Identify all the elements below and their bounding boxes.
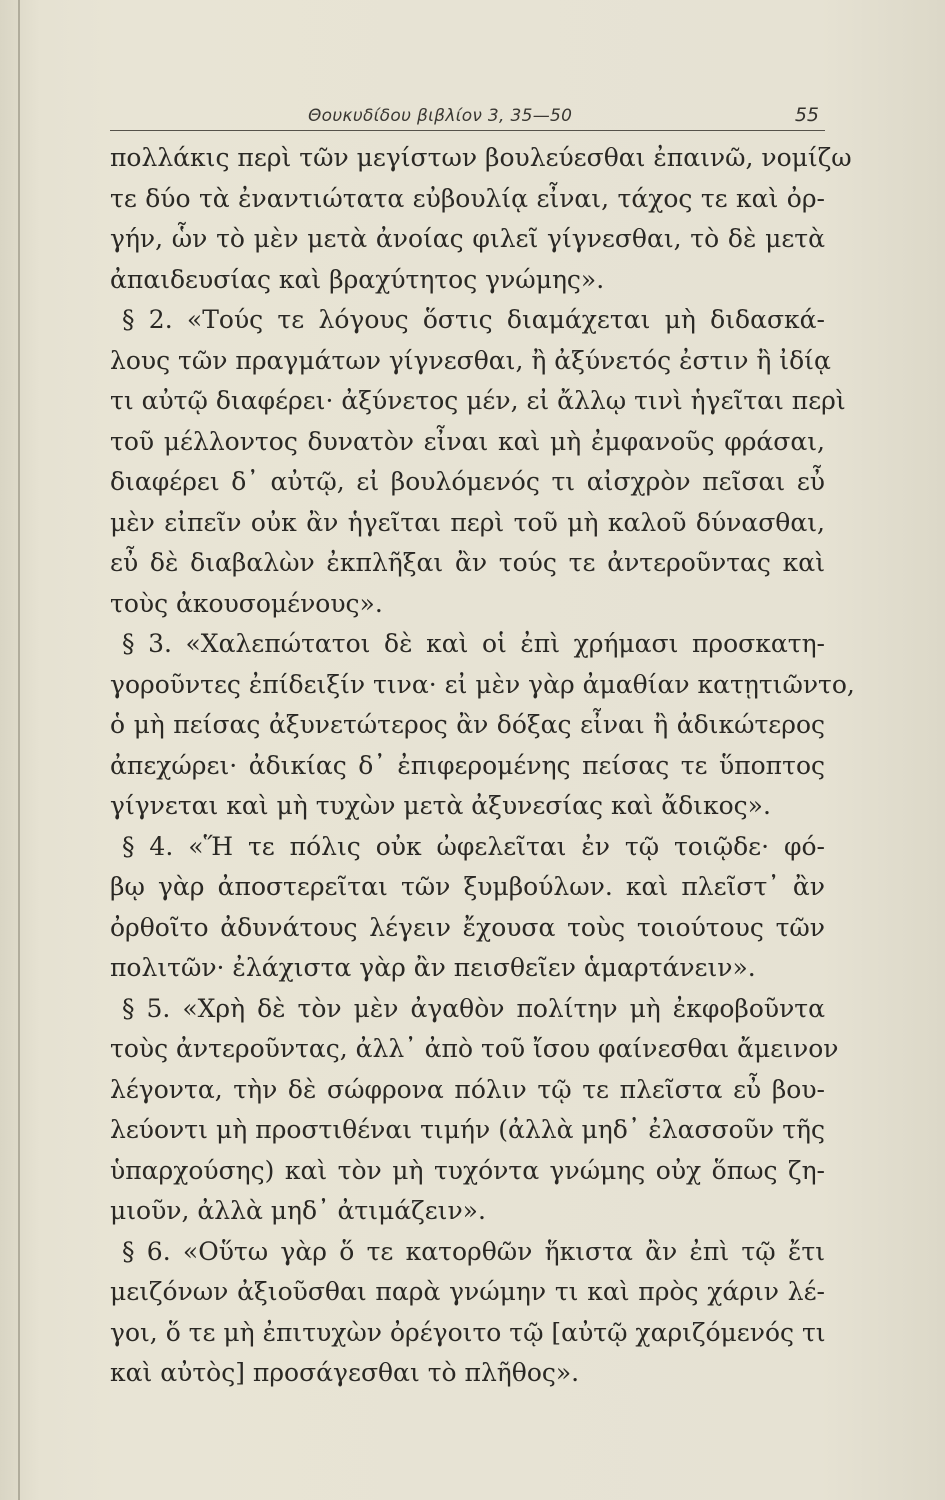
text-line: τοὺς ἀκουσομένους». [110,588,383,618]
text-line: ἀπεχώρει· ἀδικίας δ᾿ ἐπιφερομένης πείσας τε ὕποπτος [110,750,825,780]
text-line: § 2. «Τούς τε λόγους ὅστις διαμάχεται μὴ διδασκά- [122,305,825,334]
text-line: γοι, ὅ τε μὴ ἐπιτυχὼν ὀρέγοιτο τῷ [αὐτῷ χαριζόμενός τι [110,1317,826,1347]
text-line: λεύοντι μὴ προστιθέναι τιμήν (ἀλλὰ μηδ᾿ ἐλασσοῦν τῆς [110,1115,825,1144]
text-line: λέγοντα, τὴν δὲ σώφρονα πόλιν τῷ τε πλεῖστα εὖ βου- [110,1074,825,1104]
text-line: πολλάκις περὶ τῶν μεγίστων βουλεύεσθαι ἐπαινῶ, νομίζω [110,143,852,172]
text-line: μειζόνων ἀξιοῦσθαι παρὰ γνώμην τι καὶ πρὸς χάριν λέ- [110,1277,825,1306]
text-line: διαφέρει δ᾿ αὐτῷ, εἰ βουλόμενός τι αἰσχρὸν πεῖσαι εὖ [110,467,825,496]
text-line: γίγνεται καὶ μὴ τυχὼν μετὰ ἀξυνεσίας καὶ ἄδικος». [110,791,771,820]
page-header [110,104,825,131]
text-line: λους τῶν πραγμάτων γίγνεσθαι, ἢ ἀξύνετός ἐστιν ἢ ἰδίᾳ [110,345,831,375]
text-line: μὲν εἰπεῖν οὐκ ἂν ἡγεῖται περὶ τοῦ μὴ καλοῦ δύνασθαι, [110,507,825,537]
text-line: καὶ αὐτὸς] προσάγεσθαι τὸ πλῆθος». [110,1358,580,1387]
body-text [110,138,855,1394]
running-title: Θουκυδίδου βιβλίον 3, 35—50 [308,106,573,126]
text-line: § 4. «Ἥ τε πόλις οὐκ ὠφελεῖται ἐν τῷ τοιῷδε· φό- [122,831,825,861]
text-line: ὀρθοῖτο ἀδυνάτους λέγειν ἔχουσα τοὺς τοιούτους τῶν [110,912,825,942]
text-line: γήν, ὧν τὸ μὲν μετὰ ἀνοίας φιλεῖ γίγνεσθαι, τὸ δὲ μετὰ [110,224,825,253]
text-line: μιοῦν, ἀλλὰ μηδ᾿ ἀτιμάζειν». [110,1196,486,1225]
text-line: ὑπαρχούσης) καὶ τὸν μὴ τυχόντα γνώμης οὐχ ὅπως ζη- [110,1155,825,1185]
text-line: πολιτῶν· ἐλάχιστα γὰρ ἂν πεισθεῖεν ἁμαρτάνειν». [110,953,756,982]
text-line: § 3. «Χαλεπώτατοι δὲ καὶ οἱ ἐπὶ χρήμασι προσκατη- [122,629,825,658]
text-line: § 6. «Οὕτω γὰρ ὅ τε κατορθῶν ἥκιστα ἂν ἐπὶ τῷ ἔτι [122,1236,825,1266]
text-line: τι αὐτῷ διαφέρει· ἀξύνετος μέν, εἰ ἄλλῳ τινὶ ἡγεῖται περὶ [110,386,846,415]
text-line: τοῦ μέλλοντος δυνατὸν εἶναι καὶ μὴ ἐμφανοῦς φράσαι, [110,426,825,456]
text-line: τε δύο τὰ ἐναντιώτατα εὐβουλίᾳ εἶναι, τάχος τε καὶ ὀρ- [110,183,825,213]
text-line: τοὺς ἀντεροῦντας, ἀλλ᾿ ἀπὸ τοῦ ἴσου φαίνεσθαι ἄμεινον [110,1034,839,1063]
page-number: 55 [794,104,819,126]
text-line: ἀπαιδευσίας καὶ βραχύτητος γνώμης». [110,264,605,294]
text-line: βῳ γὰρ ἀποστερεῖται τῶν ξυμβούλων. καὶ πλεῖστ᾿ ἂν [110,872,825,901]
gutter-shadow [18,0,20,1500]
text-line: γοροῦντες ἐπίδειξίν τινα· εἰ μὲν γὰρ ἀμαθίαν κατῃτιῶντο, [110,669,855,699]
text-line: εὖ δὲ διαβαλὼν ἐκπλῆξαι ἂν τούς τε ἀντεροῦντας καὶ [110,548,825,577]
text-line: ὁ μὴ πείσας ἀξυνετώτερος ἂν δόξας εἶναι ἢ ἀδικώτερος [110,710,825,739]
text-line: § 5. «Χρὴ δὲ τὸν μὲν ἀγαθὸν πολίτην μὴ ἐκφοβοῦντα [122,993,825,1023]
